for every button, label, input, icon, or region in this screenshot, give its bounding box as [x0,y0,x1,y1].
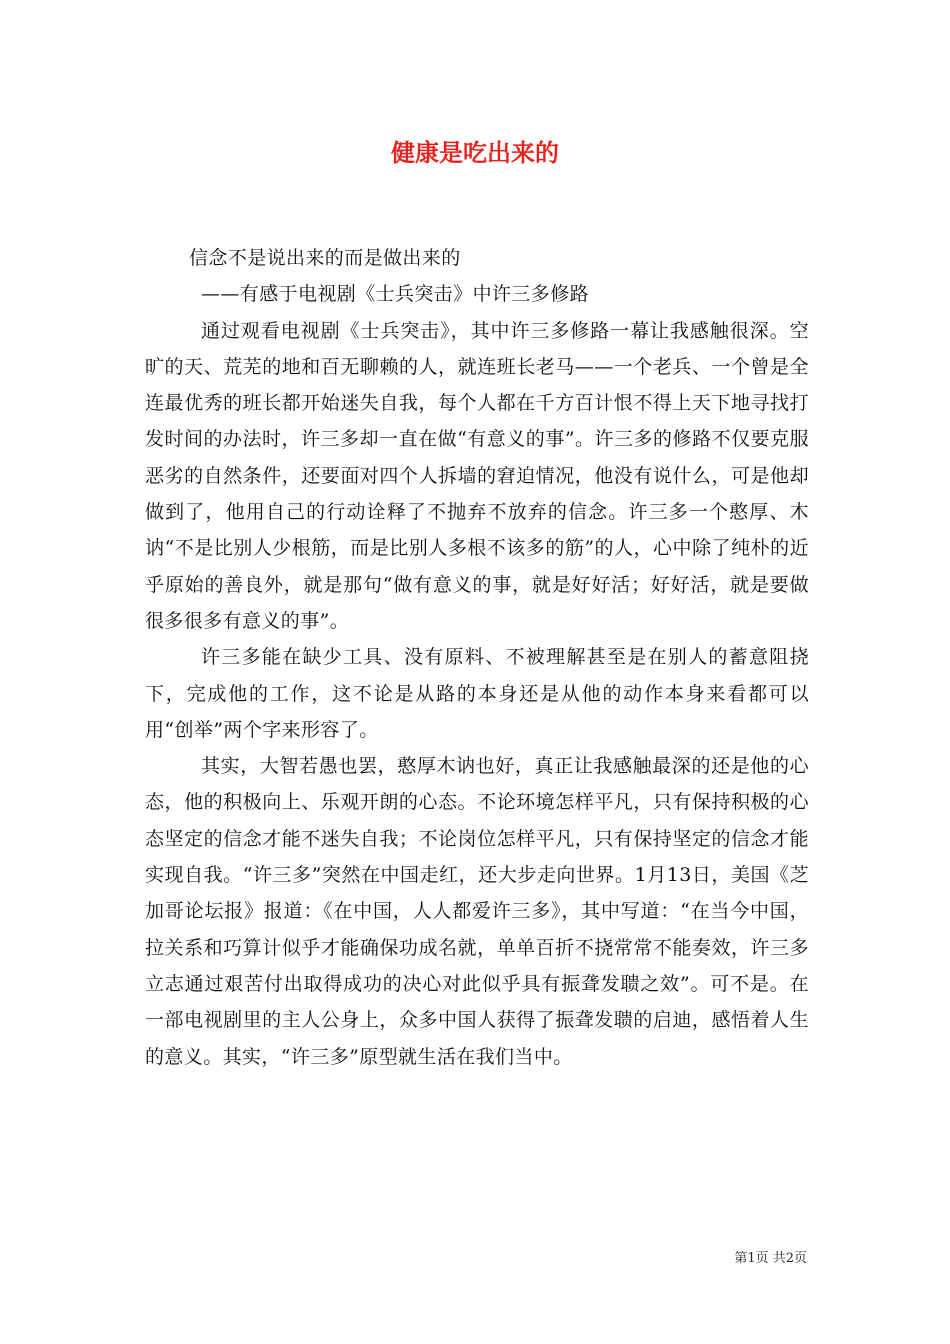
paragraph-2: 许三多能在缺少工具、没有原料、不被理解甚至是在别人的蓄意阻挠下，完成他的工作，这不论是从路的本身还是从他的动作本身来看都可以用“创举”两个字来形容了。 [145,646,809,741]
paragraph-3: 其实，大智若愚也罢，憨厚木讷也好，真正让我感触最深的还是他的心态，他的积极向上、乐观开朗的心态。不论环境怎样平凡，只有保持积极的心态坚定的信念才能不迷失自我；不论岗位怎样平凡，只有保持坚定的信念才能实现自我。“许三多”突然在中国走红，还大步走向世界。1月13日，美国《芝加哥论坛报》报道：《在中国，人人都爱许三多》，其中写道：“在当今中国，拉关系和巧算计似乎才能确保功成名就，单单百折不挠常常不能奏效，许三多立志通过艰苦付出取得成功的决心对此似乎具有振聋发聩之效”。可不是。在一部电视剧里的主人公身上，众多中国人获得了振聋发聩的启迪，感悟着人生的意义。其实，“许三多”原型就生活在我们当中。 [145,755,809,1068]
paragraph-1: 通过观看电视剧《士兵突击》，其中许三多修路一幕让我感触很深。空旷的天、荒芜的地和百无聊赖的人，就连班长老马——一个老兵、一个曾是全连最优秀的班长都开始迷失自我，每个人都在千方百计恨不得上天下地寻找打发时间的办法时，许三多却一直在做“有意义的事”。许三多的修路不仅要克服恶劣的自然条件，还要面对四个人拆墙的窘迫情况，他没有说什么，可是他却做到了，他用自己的行动诠释了不抛弃不放弃的信念。许三多一个憨厚、木讷“不是比别人少根筋，而是比别人多根不该多的筋”的人，心中除了纯朴的近乎原始的善良外，就是那句“做有意义的事，就是好好活；好好活，就是要做很多很多有意义的事”。 [145,319,809,632]
page-number-footer: 第1页 共2页 [734,1251,807,1266]
document-body [145,240,809,1075]
document-title: 健康是吃出来的 [391,138,559,167]
subtitle-secondary: ——有感于电视剧《士兵突击》中许三多修路 [201,283,590,306]
subtitle: 信念不是说出来的而是做出来的 [189,247,461,269]
